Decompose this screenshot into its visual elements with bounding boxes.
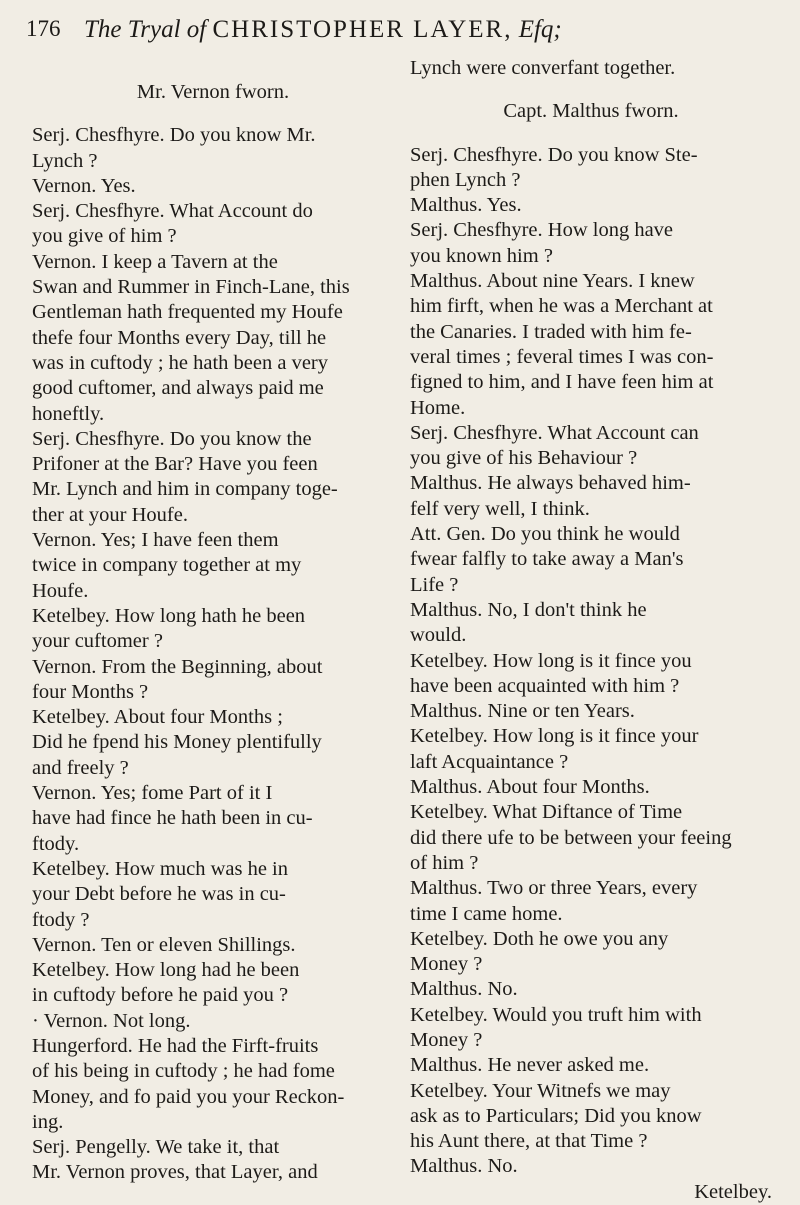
text-line: of his being in cuftody ; he had fome — [32, 1060, 335, 1083]
text-line: Ketelbey. About four Months ; — [32, 706, 283, 729]
left-column — [32, 80, 394, 1186]
text-line: thefe four Months every Day, till he — [32, 326, 327, 349]
text-line: figned to him, and I have feen him at — [410, 371, 714, 394]
text-line: Vernon. Yes; I have feen them — [32, 529, 279, 552]
text-line: Serj. Chesfhyre. Do you know the — [32, 427, 312, 450]
text-line: fwear falfly to take away a Man's — [410, 548, 684, 571]
text-line: Ketelbey. How long is it fince you — [410, 649, 692, 672]
text-line: and freely ? — [32, 756, 129, 779]
text-line: Ketelbey. Doth he owe you any — [410, 927, 669, 950]
text-line: Houfe. — [32, 579, 89, 602]
text-line: Hungerford. He had the Firft-fruits — [32, 1034, 319, 1057]
text-line: Malthus. Two or three Years, every — [410, 877, 698, 900]
text-line: Vernon. Yes; fome Part of it I — [32, 782, 273, 805]
text-line: twice in company together at my — [32, 554, 302, 577]
text-line: you give of him ? — [32, 225, 177, 248]
spacer — [32, 105, 394, 123]
text-line: Money, and fo paid you your Reckon- — [32, 1085, 345, 1108]
text-line: Malthus. No. — [410, 978, 518, 1001]
text-line: Vernon. Yes. — [32, 174, 136, 197]
text-line: Vernon. Ten or eleven Shillings. — [32, 933, 296, 956]
text-line: Malthus. Nine or ten Years. — [410, 700, 635, 723]
text-line: Prifoner at the Bar? Have you feen — [32, 453, 318, 476]
spacer — [410, 81, 772, 99]
text-line: veral times ; feveral times I was con- — [410, 345, 714, 368]
text-line: your cuftomer ? — [32, 630, 163, 653]
text-line: in cuftody before he paid you ? — [32, 984, 289, 1007]
text-line: four Months ? — [32, 680, 149, 703]
text-line: Vernon. From the Beginning, about — [32, 655, 323, 678]
text-line: Vernon. I keep a Tavern at the — [32, 250, 278, 273]
text-line: Lynch ? — [32, 149, 98, 172]
text-line: honeftly. — [32, 402, 105, 425]
text-line: ftody ? — [32, 908, 90, 931]
text-line: Serj. Chesfhyre. Do you know Mr. — [32, 124, 316, 147]
text-line: Mr. Vernon proves, that Layer, and — [32, 1161, 318, 1184]
text-line: Att. Gen. Do you think he would — [410, 523, 680, 546]
text-line: him firft, when he was a Merchant at — [410, 295, 713, 318]
text-line: Malthus. He always behaved him- — [410, 472, 691, 495]
text-line: ask as to Particulars; Did you know — [410, 1104, 702, 1127]
text-line: Ketelbey. How long is it fince your — [410, 725, 699, 748]
text-line: Serj. Chesfhyre. What Account do — [32, 200, 313, 223]
text-line: good cuftomer, and always paid me — [32, 377, 324, 400]
text-line: Ketelbey. How long hath he been — [32, 604, 306, 627]
text-line: his Aunt there, at that Time ? — [410, 1130, 648, 1153]
text-line: · Vernon. Not long. — [32, 1009, 191, 1032]
text-line: Lynch were converfant together. — [410, 57, 676, 79]
text-line: you give of his Behaviour ? — [410, 447, 638, 470]
text-line: Malthus. About four Months. — [410, 776, 650, 799]
text-line: did there ufe to be between your feeing — [410, 826, 732, 849]
running-title-suffix: Efq; — [518, 16, 562, 43]
text-line: Serj. Chesfhyre. How long have — [410, 219, 674, 242]
text-line: Did he fpend his Money plentifully — [32, 731, 322, 754]
text-line: Mr. Lynch and him in company toge- — [32, 478, 338, 501]
text-line: Home. — [410, 396, 466, 419]
text-line: of him ? — [410, 851, 479, 874]
text-line: Swan and Rummer in Finch-Lane, this — [32, 276, 350, 299]
text-line: laft Acquaintance ? — [410, 750, 569, 773]
text-line: Malthus. No. — [410, 1155, 518, 1178]
text-line: felf very well, I think. — [410, 497, 590, 520]
text-line: was in cuftody ; he hath been a very — [32, 351, 329, 374]
text-line: the Canaries. I traded with him fe- — [410, 320, 692, 343]
text-line: ther at your Houfe. — [32, 503, 188, 526]
text-line: would. — [410, 624, 467, 647]
text-line: time I came home. — [410, 902, 563, 925]
text-line: Malthus. He never asked me. — [410, 1054, 650, 1077]
spacer — [410, 125, 772, 143]
text-line: have had fince he hath been in cu- — [32, 807, 313, 830]
text-line: ftody. — [32, 832, 80, 855]
running-title-caps: CHRISTOPHER LAYER, — [212, 16, 513, 43]
section-heading: Mr. Vernon fworn. — [136, 81, 290, 103]
text-line: Life ? — [410, 573, 459, 596]
text-line: Ketelbey. How much was he in — [32, 857, 288, 880]
text-line: Gentleman hath frequented my Houfe — [32, 301, 343, 324]
text-line: phen Lynch ? — [410, 168, 521, 191]
text-line: Ketelbey. — [694, 1180, 772, 1203]
page-number: 176 — [26, 16, 61, 41]
text-line: Money ? — [410, 953, 483, 976]
text-line: your Debt before he was in cu- — [32, 883, 286, 906]
text-line: Ketelbey. Your Witnefs we may — [410, 1079, 671, 1102]
right-column — [410, 56, 772, 1205]
text-line: Serj. Chesfhyre. What Account can — [410, 421, 699, 444]
text-line: Money ? — [410, 1028, 483, 1051]
text-line: Malthus. No, I don't think he — [410, 598, 647, 621]
text-line: Malthus. Yes. — [410, 194, 522, 217]
text-line: Malthus. About nine Years. I knew — [410, 270, 695, 293]
text-line: Ketelbey. How long had he been — [32, 959, 300, 982]
page-header — [26, 16, 774, 52]
text-line: Ketelbey. Would you truft him with — [410, 1003, 702, 1026]
running-title-italic: The Tryal of — [84, 16, 207, 43]
text-line: Ketelbey. What Diftance of Time — [410, 801, 683, 824]
section-heading: Capt. Malthus fworn. — [503, 100, 679, 123]
text-line: you known him ? — [410, 244, 553, 267]
running-title — [84, 16, 562, 44]
text-line: have been acquainted with him ? — [410, 674, 680, 697]
text-line: ing. — [32, 1110, 64, 1133]
text-line: Serj. Chesfhyre. Do you know Ste- — [410, 143, 698, 166]
text-line: Serj. Pengelly. We take it, that — [32, 1136, 280, 1159]
